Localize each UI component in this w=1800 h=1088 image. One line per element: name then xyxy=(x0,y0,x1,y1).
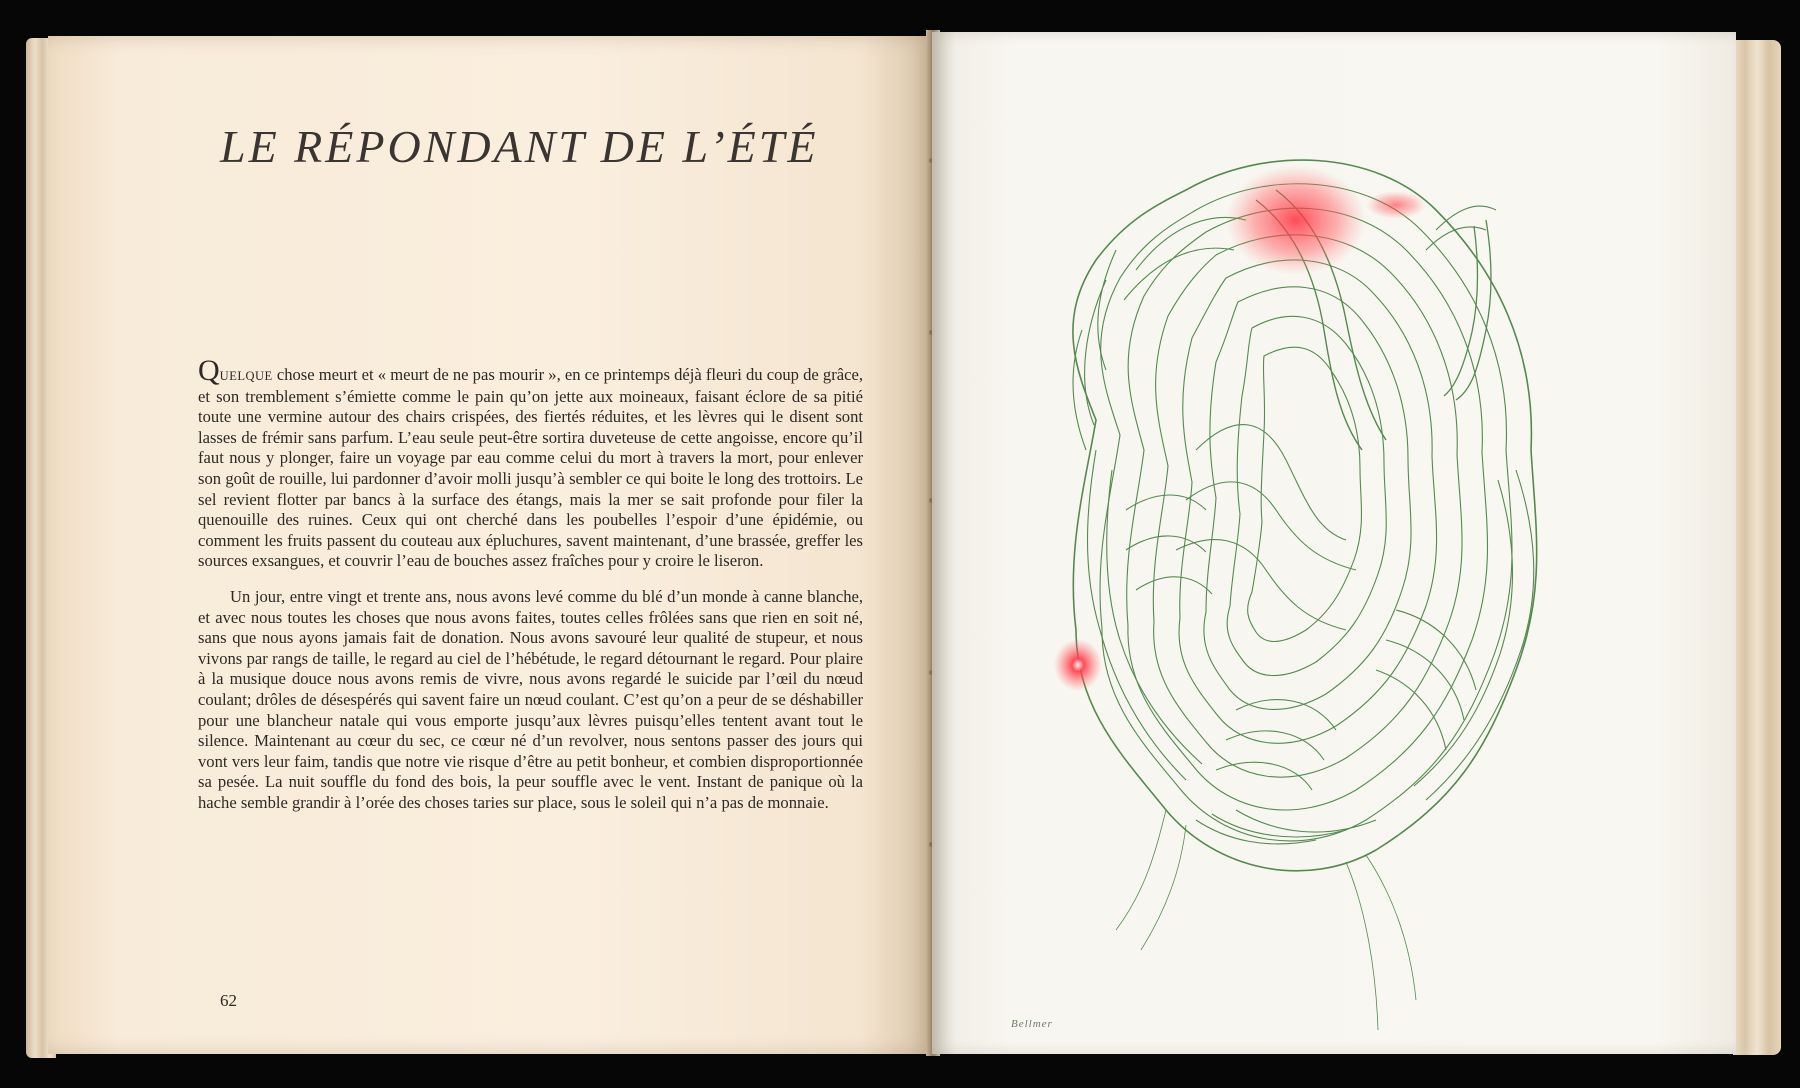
artist-signature: Bellmer xyxy=(1011,1018,1053,1030)
open-book xyxy=(26,30,1781,1060)
page-number: 62 xyxy=(220,991,237,1010)
green-hair-mass xyxy=(1073,160,1537,1030)
red-accent-lower xyxy=(1054,639,1102,691)
illustration xyxy=(1016,150,1596,1050)
drop-cap: Q xyxy=(198,354,220,387)
paragraph-1-text: chose meurt et « meurt de ne pas mourir », en ce printemps déjà fleuri du coup de grâce, et son tremblement s’émiette comme le pain qu’on jette aux moineaux, faisant éclore de sa pitié toute une vermine autour des chairs crispées, des fiertés réduites, et les lèvres qui le disent sont lasses de frémir sans parfum. L’eau seule peut-être sortira duveteuse de cette angoisse, encore qu’il faut nous y plonger, faire un voyage par eau comme celui du mort à travers la mort, pour enlever son goût de rouille, lui pardonner d’avoir molli jusqu’à sembler ce qui boite le long des trottoirs. Le sel revient flotter par bancs à la surface des étangs, mais la mer se sait profonde pour filer la quenouille des ruines. Ceux qui ont cherché dans les poubelles l’espoir d’une épidémie, ou comment les fruits passent du couteau aux épluchures, savent maintenant, d’une brassée, greffer les sources exsangues, et couvrir l’eau de bouches assez fraîches pour y croire le liseron. xyxy=(198,365,863,571)
left-page xyxy=(48,36,932,1054)
paragraph-2: Un jour, entre vingt et trente ans, nous avons levé comme du blé d’un monde à canne blanche, et avec nous toutes les choses que nous avons faites, toutes celles frôlées sans que rien en soit né, sans que nous ayons jamais fait de donation. Nous avons savouré leur qualité de stupeur, et nous vivons par rangs de taille, le regard au ciel de l’hébétude, le regard détournant le regard. Pour plaire à la musique douce nous avons remis de vivre, nous avons regardé le suicide par l’œil du nœud coulant; drôles de désespérés qui savent faire un nœud coulant. C’est qu’on a peur de se déshabiller pour une blancheur natale qui vous emporte jusqu’aux lèvres puisqu’elles tentent avant tout le silence. Maintenant au cœur du sec, ce cœur né d’un revolver, nous sentons passer des jours qui vont vers leur faim, tandis que notre vie risque d’être au petit bonheur, et combien disproportionnée sa pesée. La nuit souffle du fond des bois, la peur souffle avec le vent. Instant de panique où la hache semble grandir à l’orée des choses taries sur place, sous le soleil qui n’a pas de monnaie. xyxy=(198,586,863,812)
small-caps-lead: UELQUE xyxy=(219,369,273,383)
body-text xyxy=(198,354,863,813)
red-accent-top xyxy=(1226,165,1366,275)
red-accent-finger xyxy=(1366,191,1426,219)
chapter-title: LE RÉPONDANT DE L’ÉTÉ xyxy=(220,121,819,172)
paragraph-1 xyxy=(198,354,863,572)
page-stack-right xyxy=(1733,40,1781,1055)
